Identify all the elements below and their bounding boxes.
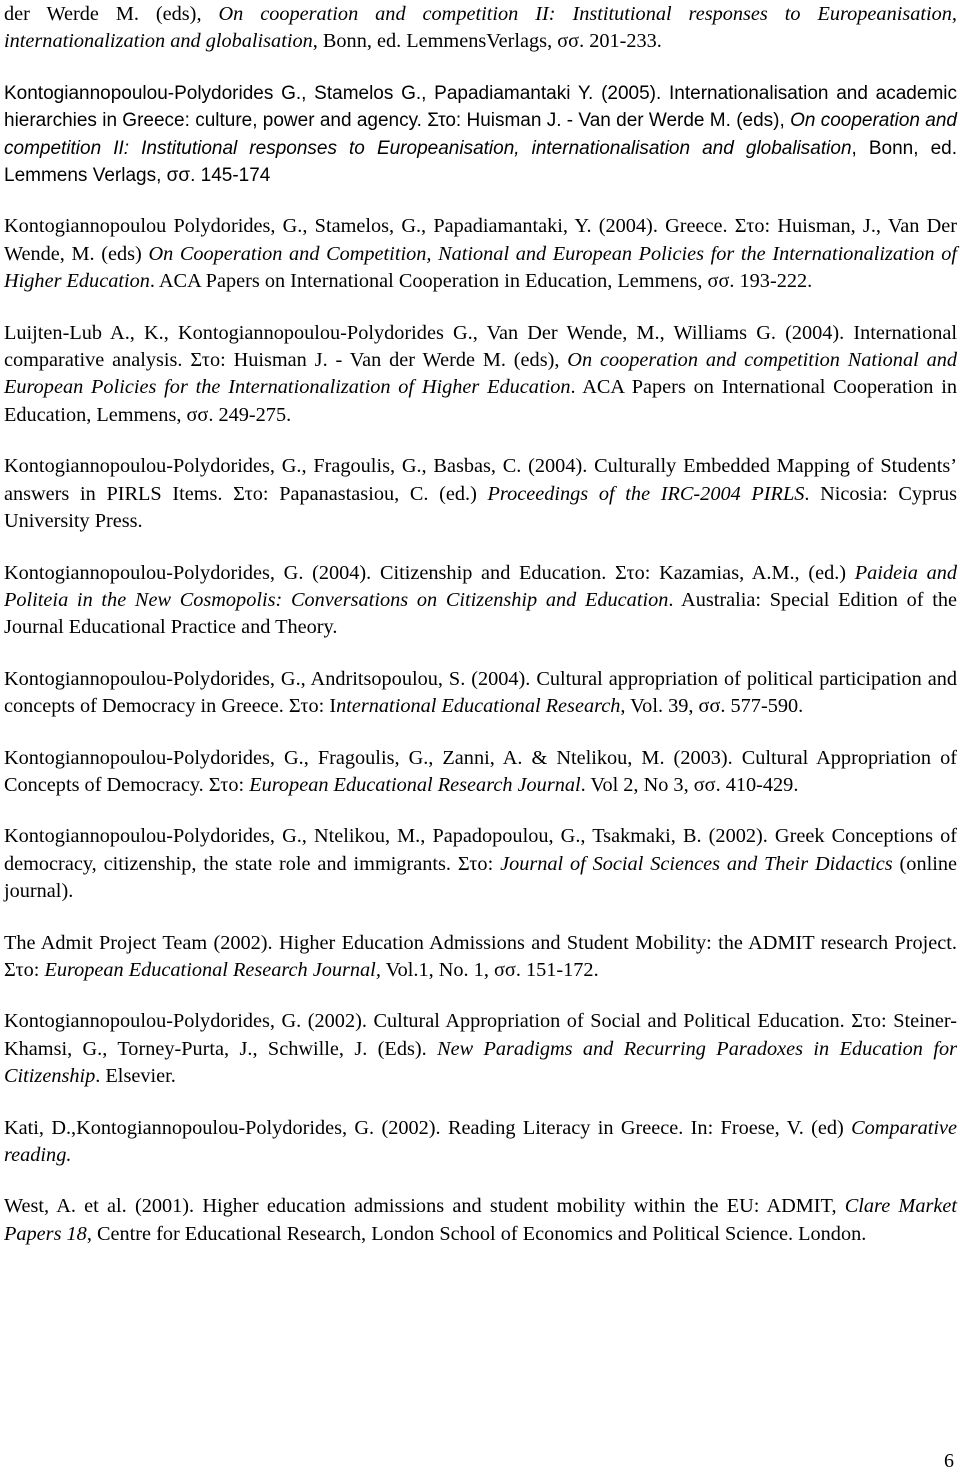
reference-text: Kontogiannopoulou-Polydorides, G. (2002). Cultural Appropriation of Social and Political Education. Στο: Steiner-Khamsi, G., Torney-Purta, J., Schwille, J. (Eds). (4, 1010, 957, 1060)
reference-title: European Educational Research Journal (249, 773, 581, 796)
reference-title: New Paradigms and Recurring Paradoxes in Education for Citizenship (4, 1037, 957, 1088)
document-page (4, 0, 957, 1272)
reference-text: Kontogiannopoulou-Polydorides G., Stamelos G., Papadiamantaki Y. (2005). Internationalisation and academic hierarchies in Greece: culture, power and agency. Στο: Huisman J. - Van der Werde M. (eds), (4, 82, 957, 132)
reference-entry (4, 1, 957, 56)
reference-text: Kati, D.,Kontogiannopoulou-Polydorides, G. (2002). Reading Literacy in Greece. In: Froese, V. (ed) (4, 1116, 852, 1139)
reference-entry (4, 80, 957, 190)
reference-entry (4, 560, 957, 642)
reference-text: , Bonn, ed. LemmensVerlags, σσ. 201-233. (312, 30, 662, 53)
reference-text: , Bonn, ed. Lemmens Verlags, σσ. 145-174 (4, 137, 957, 187)
reference-title: On cooperation and competition II: Institutional responses to Europeanisation, internationalization and globalisation (4, 3, 957, 53)
reference-text: Luijten-Lub A., K., Kontogiannopoulou-Polydorides G., Van Der Wende, M., Williams G. (2004). International comparative analysis. Στο: Huisman J. - Van der Werde M. (eds), (4, 321, 957, 372)
reference-title: Clare Market Papers 18 (4, 1195, 957, 1245)
reference-entry (4, 320, 957, 430)
reference-title: Proceedings of the IRC-2004 PIRLS (487, 482, 805, 505)
reference-text: . Elsevier. (95, 1065, 176, 1088)
reference-entry (4, 453, 957, 535)
reference-text: (online journal). (4, 852, 957, 903)
reference-title: nternational Educational Research (336, 695, 621, 718)
reference-entry (4, 1008, 957, 1090)
reference-text: . Nicosia: Cyprus University Press. (4, 482, 957, 533)
reference-text: Kontogiannopoulou-Polydorides, G., Fragoulis, G., Zanni, A. & Ntelikou, M. (2003). Cultural Appropriation of Concepts of Democracy. Στο: (4, 746, 957, 796)
reference-entry (4, 1193, 957, 1248)
reference-title: On Cooperation and Competition, National and European Policies for the Internationalization of Higher Education (4, 242, 957, 293)
reference-title: European Educational Research Journal, (44, 958, 381, 981)
reference-text: . ACA Papers on International Cooperation in Education, Lemmens, σσ. 249-275. (4, 376, 957, 426)
reference-text: , Vol. 39, σσ. 577-590. (620, 695, 804, 718)
reference-text: der Werde M. (eds), (4, 3, 219, 25)
reference-text: , Centre for Educational Research, London School of Economics and Political Science. London. (86, 1222, 867, 1245)
reference-text: Vol.1, No. 1, σσ. 151-172. (380, 958, 599, 981)
reference-title: Comparative reading. (4, 1116, 957, 1166)
reference-text: Kontogiannopoulou-Polydorides, G., Ntelikou, M., Papadopoulou, G., Tsakmaki, B. (2002). Greek Conceptions of democracy, citizenship, the state role and immigrants. Στο: (4, 825, 957, 875)
reference-entry (4, 213, 957, 295)
reference-list (4, 1, 957, 1248)
reference-entry (4, 666, 957, 721)
reference-text: . ACA Papers on International Cooperation in Education, Lemmens, σσ. 193-222. (149, 270, 813, 293)
reference-text: Kontogiannopoulou-Polydorides, G., Fragoulis, G., Basbas, C. (2004). Culturally Embedded Mapping of Students’ answers in PIRLS Items. Στο: Papanastasiou, C. (ed.) (4, 455, 957, 505)
reference-entry (4, 745, 957, 800)
reference-title: On cooperation and competition II: Institutional responses to Europeanisation, internationalisation and globalisation (4, 110, 957, 159)
reference-text: West, A. et al. (2001). Higher education admissions and student mobility within the EU: ADMIT, (4, 1195, 845, 1218)
reference-text: . Vol 2, No 3, σσ. 410-429. (580, 773, 799, 796)
reference-entry (4, 1115, 957, 1170)
reference-text: Kontogiannopoulou-Polydorides, G., Andritsopoulou, S. (2004). Cultural appropriation of political participation and concepts of Democracy in Greece. Στο: I (4, 667, 957, 718)
page-number: 6 (944, 1450, 954, 1472)
reference-text: . Australia: Special Edition of the Journal Educational Practice and Theory. (4, 588, 957, 639)
reference-text: The Admit Project Team (2002). Higher Education Admissions and Student Mobility: the ADMIT research Project. Στο: (4, 931, 957, 981)
reference-entry (4, 823, 957, 905)
reference-title: Paideia and Politeia in the New Cosmopolis: Conversations on Citizenship and Education (4, 561, 957, 611)
reference-text: Kontogiannopoulou Polydorides, G., Stamelos, G., Papadiamantaki, Y. (2004). Greece. Στο: Huisman, J., Van Der Wende, M. (eds) (4, 215, 957, 265)
reference-title: Journal of Social Sciences and Their Didactics (500, 852, 893, 875)
reference-text: Kontogiannopoulou-Polydorides, G. (2004). Citizenship and Education. Στο: Kazamias, A.M., (ed.) (4, 561, 855, 584)
reference-entry (4, 930, 957, 985)
reference-title: On cooperation and competition National and European Policies for the Internationalization of Higher Education (4, 349, 957, 399)
